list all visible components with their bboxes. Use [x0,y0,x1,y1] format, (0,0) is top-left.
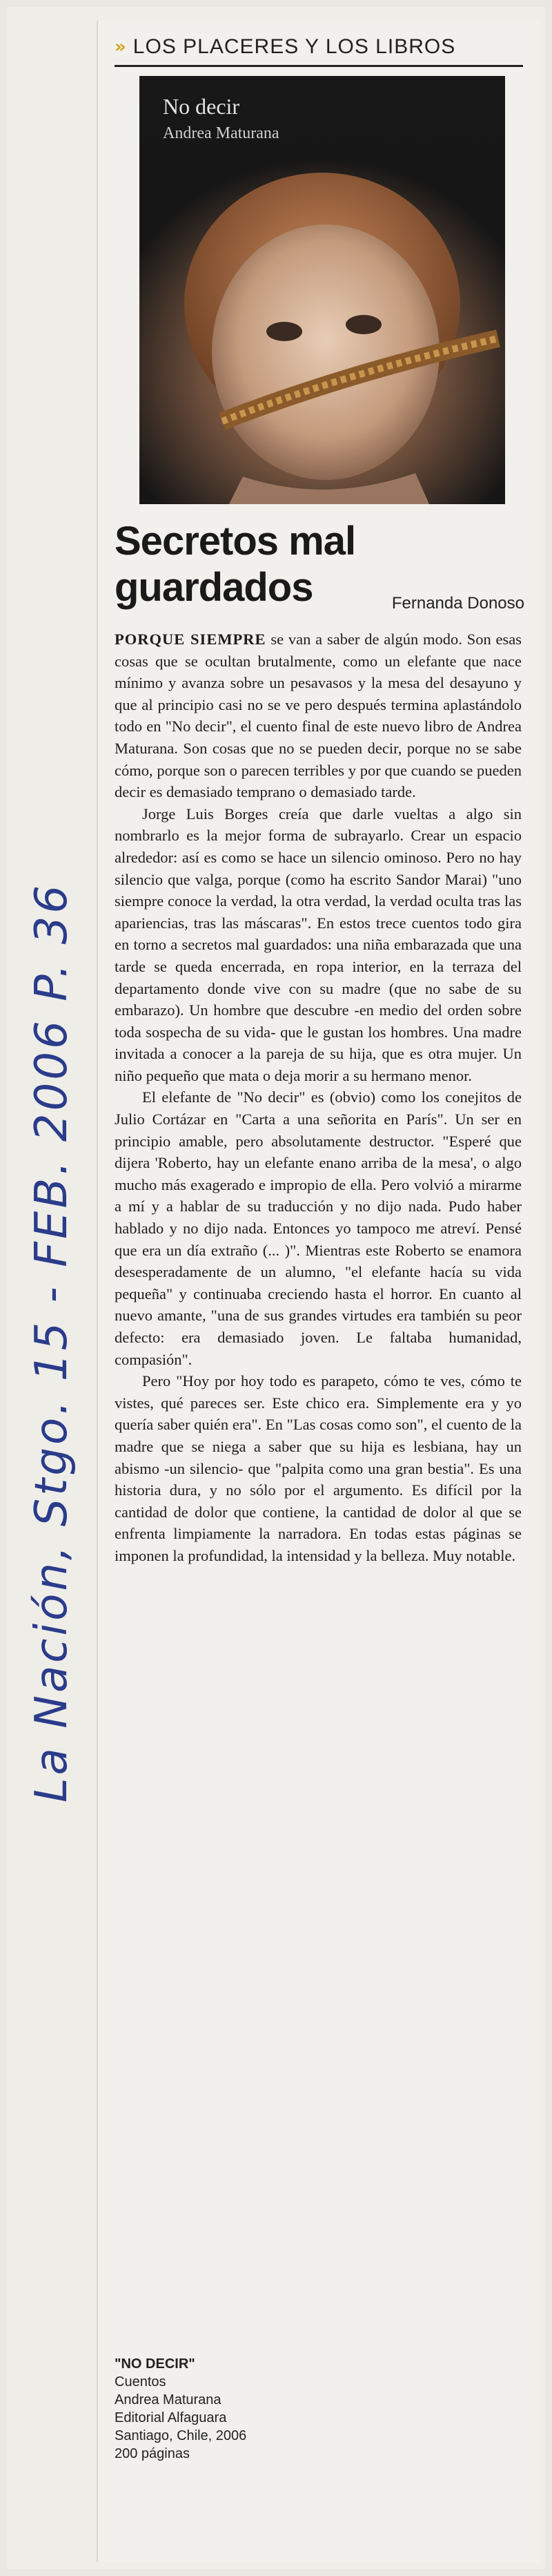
paragraph-3: El elefante de "No decir" es (obvio) como los conejitos de Julio Cortázar en "Carta a una señorita en París". Un ser en principio amable, pero absolutamente destructor. "Esperé que dijera 'Roberto, hay un elefante enano arriba de la mesa', o algo mucho más exagerado e impropio de ella. Pero volvió a mirarme a mí y a hablar de su traducción y no dijo nada. Pudo haber hablado y no dijo nada. Entonces yo tampoco me atreví. Pensé que era un día extraño (... )". Mientras este Roberto se enamora desesperadamente de un alumno, "el elefante hacía su vida pequeña" y continuaba creciendo hasta el horror. En cuanto al nuevo amante, "una de sus grandes virtudes era también su peor defecto: era demasiado joven. Le faltaba humanidad, compasión". [115,1088,522,1368]
info-author: Andrea Maturana [115,2392,221,2407]
info-place: Santiago, Chile, 2006 [115,2428,247,2443]
paragraph-4: Pero "Hoy por hoy todo es parapeto, cómo te ves, cómo te vistes, qué pareces ser. Este chico era. Simplemente era y yo quería saber quién era". En "Las cosas como son", el cuento de la madre que se niega a saber que su hija es lesbiana, hay un abismo -un silencio- que "palpita como una gran bestia". Es una historia dura, y no sólo por el argumento. Es difícil por la cantidad de dolor que contiene, la cantidad de dolor al que se enfrenta limpiamente la narradora. En todas estas páginas se imponen la profundidad, la intensidad y la belleza. Muy notable. [115,1372,522,1564]
book-cover-image [139,76,505,504]
article-body [115,628,522,1567]
paragraph-1-text: se van a saber de algún modo. Son esas cosas que se ocultan brutalmente, como un elefante que nace mínimo y avanza sobre un pesavasos y la mesa del desayuno y que al principio casi no se ve pero después termina aplastándolo todo en "No decir", el cuento final de este nuevo libro de Andrea Maturana. Son cosas que no se pueden decir, porque no se sabe cómo, porque son o parecen terribles y por que cuando se pueden decir es demasiado temprano o demasiado tarde. [115,631,522,801]
handwritten-margin-note: La Nación, Stgo. 15 - FEB. 2006 P. 36 [26,882,77,1803]
info-genre: Cuentos [115,2374,166,2390]
info-publisher: Editorial Alfaguara [115,2410,227,2425]
paragraph-1 [115,628,522,803]
cover-title: No decir [163,94,240,119]
byline: Fernanda Donoso [391,594,524,613]
book-info-box [115,2355,322,2463]
double-arrow-icon: » [115,37,126,57]
lead-in: PORQUE SIEMPRE [115,631,266,648]
section-title: LOS PLACERES Y LOS LIBROS [132,35,456,58]
article-title: Secretos mal guardados [115,519,356,610]
info-pages: 200 páginas [115,2446,190,2461]
newspaper-page [7,7,545,2569]
cover-author: Andrea Maturana [163,124,279,142]
paragraph-2: Jorge Luis Borges creía que darle vueltas a algo sin nombrarlo es la mejor forma de subrayarlo. Crear un espacio alrededor: así es como se hace un silencio ominoso. Pero no hay silencio que valga, porque (como ha escrito Sandor Marai) "uno siempre conoce la verdad, la otra verdad, la verdad oculta tras las apariencias, tras las máscaras". En estos trece cuentos todo gira en torno a secretos mal guardados: una niña embarazada que una tarde se queda encerrada, en ropa interior, en la terraza del departamento donde vive con su madre (que no sabe de su embarazo). Un hombre que descubre -en medio del orden sobre toda sospecha de su vida- que le gustan los hombres. Una madre invitada a conocer a la pareja de su hija, que es otra mujer. Un niño pequeño que mata o deja morir a su hermano menor. [115,805,522,1084]
newspaper-clipping [97,21,540,2562]
section-header [115,29,523,67]
info-title: "NO DECIR" [115,2356,195,2372]
